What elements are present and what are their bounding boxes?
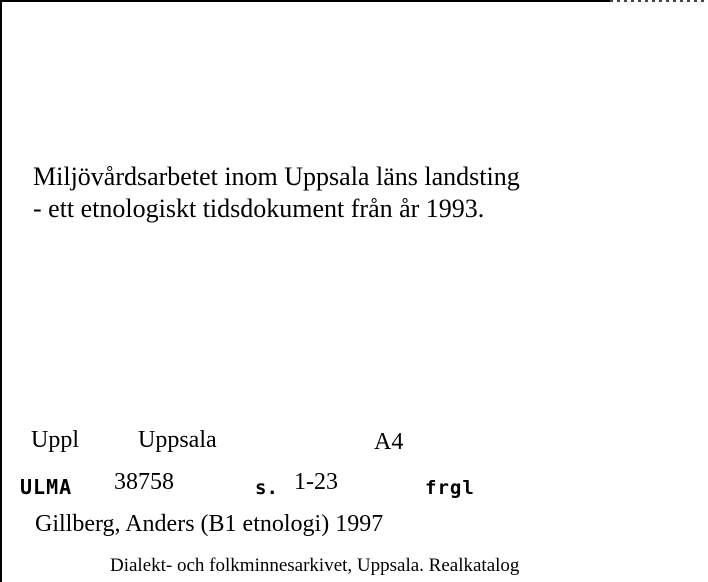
archive-code: ULMA [20,475,73,499]
pages-label: s. [255,477,278,499]
category-code: frgl [425,477,475,499]
card-top-edge [0,0,610,2]
title-line-2: - ett etnologiskt tidsdokument från år 1993. [33,194,485,223]
title-line-1: Miljövårdsarbetet inom Uppsala läns landsting [33,162,520,191]
pages-range: 1-23 [294,469,338,495]
paper-format: A4 [374,429,404,455]
card-left-edge [0,0,2,582]
archive-footer: Dialekt- och folkminnesarkivet, Uppsala. Realkatalog [110,555,520,576]
province: Uppl [31,427,79,453]
place: Uppsala [138,427,217,453]
author-line: Gillberg, Anders (B1 etnologi) 1997 [35,511,384,537]
archive-number: 38758 [114,469,174,495]
card-top-edge-faint [610,0,708,2]
